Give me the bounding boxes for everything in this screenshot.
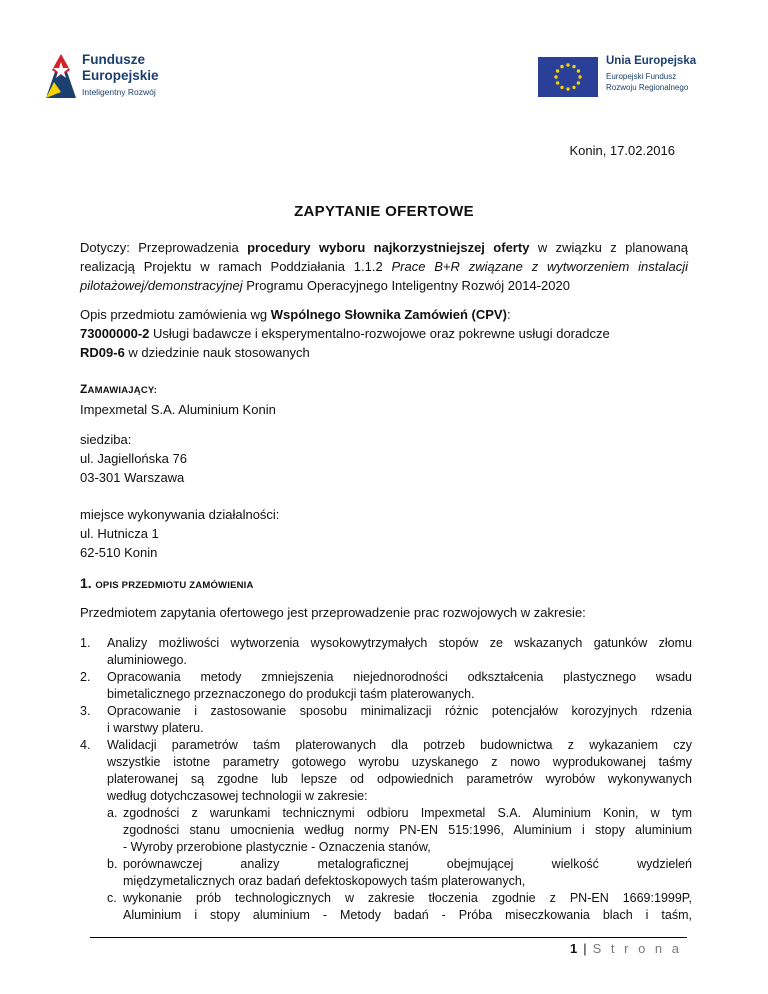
page-footer — [570, 941, 682, 956]
scope-list — [80, 635, 692, 924]
operation-address — [80, 505, 688, 562]
footer-separator: | — [583, 941, 587, 956]
fundusze-europejskie-logo — [44, 50, 224, 105]
logo-left-line1: Fundusze — [82, 52, 145, 67]
cpv-intro: Opis przedmiotu zamówienia wg Wspólnego Słownika Zamówień (CPV): — [80, 307, 511, 322]
logo-left-line3: Inteligentny Rozwój — [82, 87, 156, 97]
subject-paragraph — [80, 238, 688, 295]
list-item: 4. Walidacji parametrów taśm platerowanych dla potrzeb budownictwa z wykazaniem czy wszystkie istotne parametry gotowego wyrobu uzyskanego z nowo wyprodukowanej taśmy platerowanej są zgodne lub lepsze od odpowiednich parametrów wyrobów wykonywanych według dotychczasowej technologii w zakresie: a. zgodności z warunkami technicznymi odbioru Impexmetal S.A. Aluminium Konin, w tym zgodności stanu umocnienia według normy PN-EN 515:1996, Aluminium i stopy aluminium - Wyroby przerobione plastycznie - Oznaczenia stanów, b. porównawczej analizy metalograficznej obejmującej wielkość wydzieleń międzymetalicznych oraz badań defektoskopowych taśm platerowanych, c. wykonanie prób technologicznych w zakresie tłoczenia zgodnie z PN-EN 1669:1999P, Aluminium i stopy aluminium - Metody badań - Próba miseczkowania blach i taśm, — [80, 738, 692, 922]
cpv-code-2: RD09-6 w dziedzinie nauk stosowanych — [80, 345, 310, 360]
logo-right-line2: Europejski Fundusz — [606, 72, 677, 81]
list-item: 2. Opracowania metody zmniejszenia niejednorodności odkształcenia plastycznego wsadu bimetalicznego przeznaczonego do produkcji taśm platerowanych. — [80, 670, 692, 701]
subject-line-1: Dotyczy: Przeprowadzenia procedury wyboru najkorzystniejszej oferty w związku z planowaną — [80, 240, 688, 255]
eu-flag-icon — [538, 57, 598, 97]
list-item: 3. Opracowanie i zastosowanie sposobu minimalizacji różnic potencjałów korozyjnych rdzenia i warstwy plateru. — [80, 704, 692, 735]
page-number: 1 — [570, 941, 578, 956]
seat-address — [80, 430, 688, 487]
sub-list-item: a. zgodności z warunkami technicznymi odbioru Impexmetal S.A. Aluminium Konin, w tym zgodności stanu umocnienia według normy PN-EN 515:1996, Aluminium i stopy aluminium - Wyroby przerobione plastycznie - Oznaczenia stanów, — [107, 806, 692, 854]
unia-europejska-logo — [538, 55, 738, 100]
scope-sublist — [107, 805, 692, 924]
cpv-paragraph — [80, 305, 688, 362]
operation-street: ul. Hutnicza 1 — [80, 526, 159, 541]
subject-line-2: realizacją Projektu w ramach Poddziałania 1.1.2 Prace B+R związane z wytworzeniem instalacji — [80, 259, 689, 274]
fe-star-logo-icon — [44, 52, 78, 100]
sub-list-item: c. wykonanie prób technologicznych w zakresie tłoczenia zgodnie z PN-EN 1669:1999P, Aluminium i stopy aluminium - Metody badań - Próba miseczkowania blach i taśm, — [107, 891, 692, 922]
section-1-heading: 1. OPIS PRZEDMIOTU ZAMÓWIENIA — [80, 575, 254, 591]
seat-label: siedziba: — [80, 432, 132, 447]
section-1-intro: Przedmiotem zapytania ofertowego jest przeprowadzenie prac rozwojowych w zakresie: — [80, 605, 586, 620]
subject-line-3: pilotażowej/demonstracyjnej Programu Operacyjnego Inteligentny Rozwój 2014-2020 — [80, 278, 570, 293]
logo-right-line3: Rozwoju Regionalnego — [606, 83, 689, 92]
ordering-party — [80, 380, 688, 419]
list-item: 1. Analizy możliwości wytworzenia wysokowytrzymałych stopów ze wskazanych gatunków złomu aluminiowego. — [80, 636, 692, 667]
operation-label: miejsce wykonywania działalności: — [80, 507, 280, 522]
page-label: S t r o n a — [592, 941, 682, 956]
logo-left-line2: Europejskie — [82, 68, 159, 83]
operation-city: 62-510 Konin — [80, 545, 158, 560]
logo-right-line1: Unia Europejska — [606, 55, 697, 67]
seat-street: ul. Jagiellońska 76 — [80, 451, 187, 466]
footer-divider — [90, 937, 687, 938]
document-title: ZAPYTANIE OFERTOWE — [294, 203, 474, 220]
ordering-party-name: Impexmetal S.A. Aluminium Konin — [80, 402, 276, 417]
cpv-code-1: 73000000-2 Usługi badawcze i eksperymentalno-rozwojowe oraz pokrewne usługi doradcze — [80, 326, 610, 341]
seat-city: 03-301 Warszawa — [80, 470, 185, 485]
sub-list-item: b. porównawczej analizy metalograficznej obejmującej wielkość wydzieleń międzymetalicznych oraz badań defektoskopowych taśm platerowanych, — [107, 857, 692, 888]
document-date: Konin, 17.02.2016 — [569, 143, 675, 158]
ordering-party-heading: ZAMAWIAJĄCY: — [80, 382, 158, 396]
